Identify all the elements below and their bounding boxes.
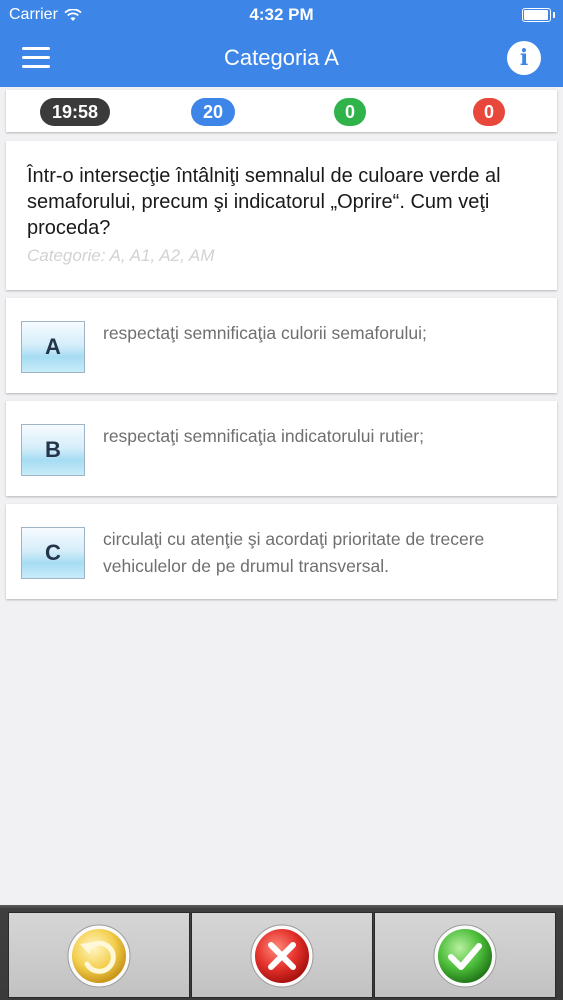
timer-badge: 19:58 [40,98,110,126]
info-icon: i [519,45,529,71]
bottom-toolbar [0,905,563,1000]
answer-letter-b: B [21,424,85,476]
wrong-answer-button[interactable] [191,912,373,998]
clock: 4:32 PM [249,5,314,24]
stats-bar [6,90,557,132]
total-questions-badge: 20 [191,98,235,126]
answer-option-a[interactable] [6,298,557,393]
question-category: Categorie: A, A1, A2, AM [27,246,215,265]
status-bar [0,0,563,30]
answer-option-b[interactable] [6,401,557,496]
correct-answer-button[interactable] [374,912,556,998]
checkmark-icon [432,923,498,989]
answer-option-c[interactable] [6,504,557,599]
correct-count-badge: 0 [334,98,366,126]
nav-bar [0,30,563,87]
answer-letter-a: A [21,321,85,373]
reset-arrow-icon [66,923,132,989]
carrier-label: Carrier [9,6,58,23]
answer-text-a: respectaţi semnificaţia culorii semaforului; [103,323,427,343]
answer-letter-c: C [21,527,85,579]
answer-text-b: respectaţi semnificaţia indicatorului rutier; [103,426,424,446]
page-title: Categoria A [224,45,339,70]
battery-icon [522,8,551,22]
info-button[interactable] [507,41,541,75]
reset-button[interactable] [8,912,190,998]
question-text: Într-o intersecţie întâlniţi semnalul de culoare verde al semaforului, precum şi indicatorul „Oprire“. Cum veţi proceda? [27,165,501,239]
answer-text-c: circulaţi cu atenţie şi acordaţi prioritate de trecere vehiculelor de pe drumul transversal. [103,529,485,576]
cross-icon [249,923,315,989]
wrong-count-badge: 0 [473,98,505,126]
question-card [6,141,557,290]
